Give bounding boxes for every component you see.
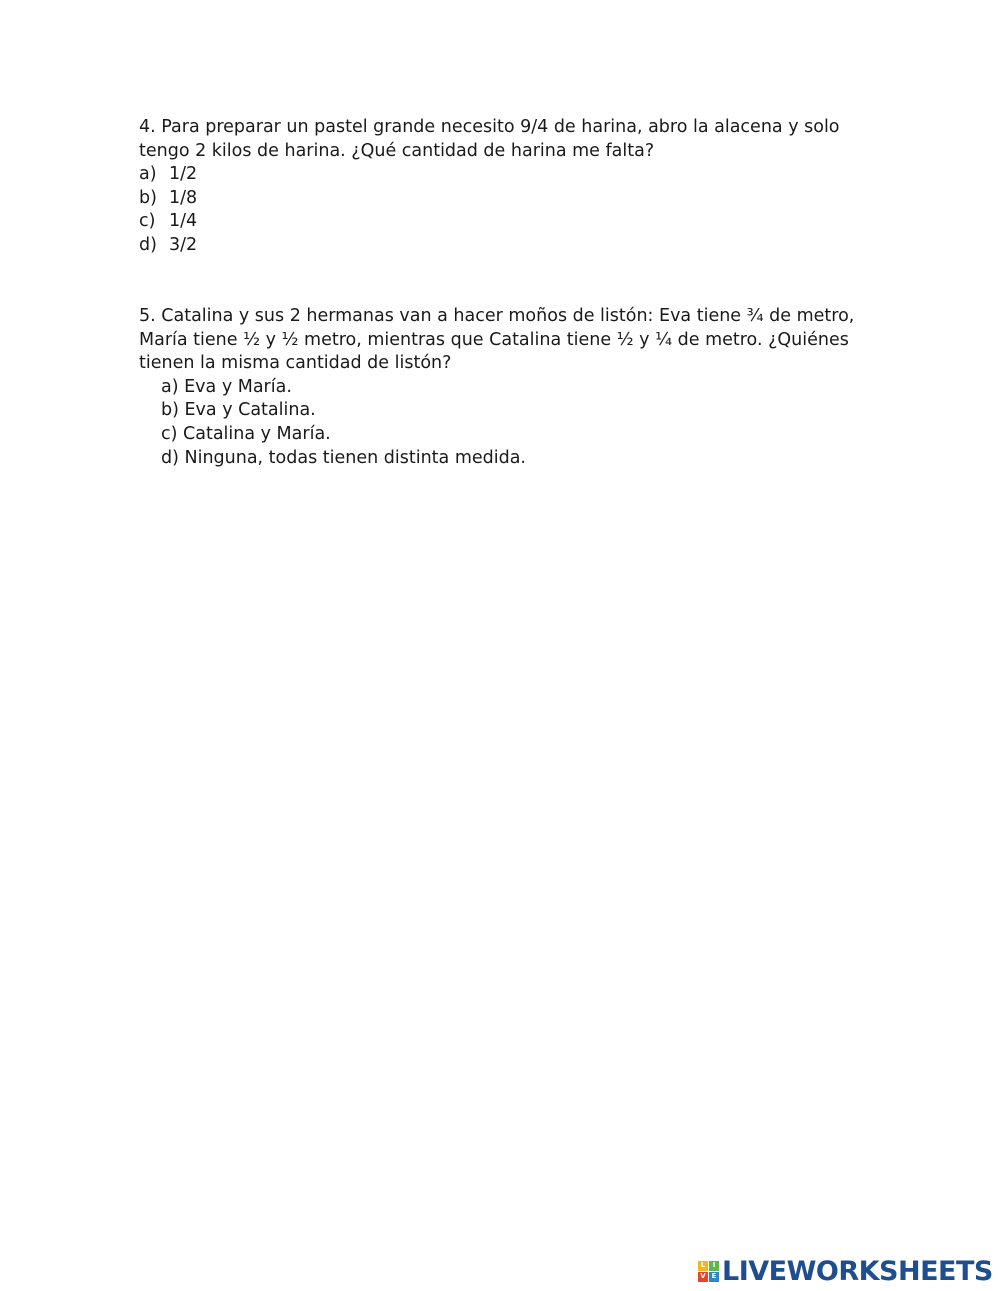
question-5-option-c[interactable]: c) Catalina y María. bbox=[161, 423, 331, 444]
option-text: 1/8 bbox=[169, 187, 198, 208]
question-4-text-line-1: 4. Para preparar un pastel grande necesito 9/4 de harina, abro la alacena y solo bbox=[139, 117, 840, 137]
option-letter: a) bbox=[139, 164, 157, 185]
question-5-option-d[interactable]: d) Ninguna, todas tienen distinta medida. bbox=[161, 447, 526, 468]
logo-block-i: I bbox=[709, 1261, 719, 1271]
option-letter: b) bbox=[139, 187, 157, 208]
question-4-option-d[interactable] bbox=[139, 234, 869, 258]
option-letter: c) bbox=[139, 211, 156, 232]
question-5-text-line-1: 5. Catalina y sus 2 hermanas van a hacer moños de listón: Eva tiene ¾ de metro, bbox=[139, 306, 855, 326]
question-4-option-a[interactable] bbox=[139, 163, 869, 187]
logo-text: LIVEWORKSHEETS bbox=[722, 1255, 993, 1287]
option-text: 3/2 bbox=[169, 234, 198, 255]
question-5-text-line-3: tienen la misma cantidad de listón? bbox=[139, 353, 452, 374]
logo-blocks-icon bbox=[698, 1261, 719, 1282]
logo-block-e: E bbox=[709, 1272, 719, 1282]
question-4-option-c[interactable] bbox=[139, 210, 869, 234]
question-4-option-b[interactable] bbox=[139, 187, 869, 211]
question-4 bbox=[139, 116, 869, 258]
question-4-text-line-2: tengo 2 kilos de harina. ¿Qué cantidad de harina me falta? bbox=[139, 140, 655, 161]
option-text: 1/4 bbox=[169, 211, 198, 232]
logo-block-v: V bbox=[698, 1272, 708, 1282]
option-letter: d) bbox=[139, 234, 157, 255]
liveworksheets-logo bbox=[698, 1256, 993, 1286]
question-5-option-b[interactable]: b) Eva y Catalina. bbox=[161, 400, 316, 421]
option-text: 1/2 bbox=[169, 164, 198, 185]
question-5 bbox=[139, 305, 869, 470]
question-5-text-line-2: María tiene ½ y ½ metro, mientras que Catalina tiene ½ y ¼ de metro. ¿Quiénes bbox=[139, 329, 849, 350]
logo-block-l: L bbox=[698, 1261, 708, 1271]
question-5-option-a[interactable]: a) Eva y María. bbox=[161, 376, 292, 397]
